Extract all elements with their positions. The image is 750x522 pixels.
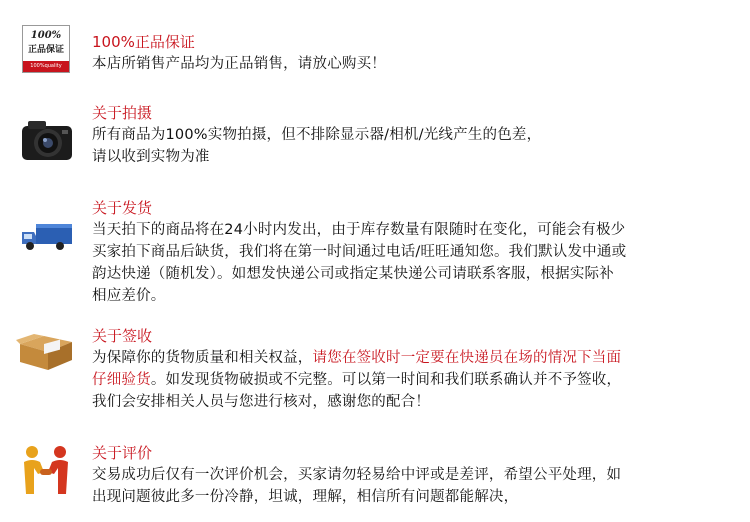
- delivery-truck-icon: [14, 208, 78, 264]
- package-box-icon: [14, 322, 78, 378]
- camera-icon: [14, 112, 78, 168]
- section-title: 100%正品保证: [92, 33, 195, 51]
- guarantee-badge-icon: 100% 正品保证 100%quality product: [22, 25, 70, 73]
- section-body: 当天拍下的商品将在24小时内发出，由于库存数量有限随时在变化，可能会有极少 买家拍下商品后缺货，我们将在第一时间通过电话/旺旺通知您。我们默认发中通或 韵达快递（随机发）。如想发快递公司或指定某快递公司请联系客服，根据实际补 相应差价。: [92, 222, 627, 304]
- section-body: 本店所销售产品均为正品销售，请放心购买！: [92, 56, 386, 72]
- section-body: 所有商品为100%实物拍摄，但不排除显示器/相机/光线产生的色差， 请以收到实物为准: [92, 127, 542, 165]
- section-body: 为保障你的货物质量和相关权益，请您在签收时一定要在快递员在场的情况下当面 仔细验货。如发现货物破损或不完整。可以第一时间和我们联系确认并不予签收， 我们会安排相关人员与您进行核对，感谢您的配合！: [92, 350, 622, 410]
- section-title: 关于发货: [92, 199, 153, 217]
- handshake-icon: [14, 442, 78, 498]
- section-body: 交易成功后仅有一次评价机会，买家请勿轻易给中评或是差评，希望公平处理，如 出现问题彼此多一份冷静，坦诚，理解，相信所有问题都能解决，: [92, 467, 622, 505]
- section-title: 关于拍摄: [92, 104, 153, 122]
- section-title: 关于评价: [92, 444, 153, 462]
- section-title: 关于签收: [92, 327, 153, 345]
